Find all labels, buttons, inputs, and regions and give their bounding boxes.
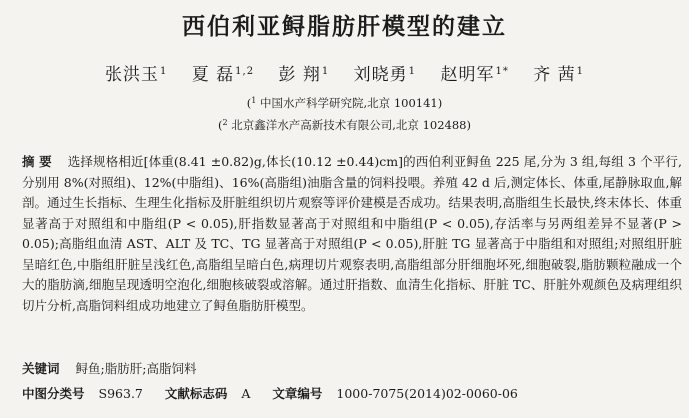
- author-affiliation-mark: 1: [159, 66, 168, 77]
- author-name: 刘晓勇: [353, 65, 408, 85]
- document-code: [165, 386, 251, 401]
- affiliation-mark: 2: [222, 118, 228, 127]
- affiliation-2: ($^2$ 北京鑫洋水产高新技术有限公司,北京 102488): [218, 118, 471, 132]
- author-name: 齐 茜: [533, 65, 576, 85]
- keywords-label: 关键词: [22, 361, 60, 376]
- clc-value: S963.7: [98, 386, 143, 401]
- author: [533, 65, 584, 85]
- author-affiliation-mark: 1*: [495, 66, 509, 77]
- affiliation-mark: 1: [251, 96, 257, 105]
- document-code-value: A: [241, 386, 251, 401]
- author: [278, 65, 329, 85]
- author: [192, 65, 254, 85]
- author-affiliation-mark: 1: [576, 66, 585, 77]
- author-affiliation-mark: 1: [321, 66, 330, 77]
- author-affiliation-mark: 1,2: [235, 66, 255, 77]
- abstract-section: [22, 152, 682, 316]
- classification-line: [22, 384, 682, 402]
- article-number: [272, 386, 518, 401]
- author-name: 张洪玉: [104, 65, 159, 85]
- article-number-label: 文章编号: [272, 386, 323, 401]
- author-name: 彭 翔: [278, 65, 321, 85]
- clc-number: [22, 386, 143, 401]
- affiliation-text: 中国水产科学研究院,北京 100141: [260, 96, 438, 110]
- paper-title: 西伯利亚鲟脂肪肝模型的建立: [182, 14, 507, 40]
- author: [440, 65, 508, 85]
- abstract-label: 摘 要: [22, 154, 52, 169]
- clc-label: 中图分类号: [22, 386, 85, 401]
- author-list: [0, 60, 689, 85]
- author: [105, 65, 167, 85]
- keywords-text: 鲟鱼;脂肪肝;高脂饲料: [75, 361, 197, 376]
- affiliation-1: ($^1$ 中国水产科学研究院,北京 100141): [246, 96, 443, 110]
- document-code-label: 文献标志码: [164, 386, 228, 401]
- author-name: 夏 磊: [191, 65, 235, 85]
- author: [354, 65, 416, 85]
- author-affiliation-mark: 1: [408, 66, 417, 77]
- affiliation-text: 北京鑫洋水产高新技术有限公司,北京 102488: [231, 118, 467, 132]
- keywords-section: [22, 359, 682, 377]
- author-name: 赵明军: [440, 65, 495, 85]
- abstract-text: 选择规格相近[体重(8.41 ±0.82)g,体长(10.12 ±0.44)cm]的西伯利亚鲟鱼 225 尾,分为 3 组,每组 3 个平行,分别用 8%(对照组)、12%(中脂组)、16%(高脂组)油脂含量的饲料投喂。养殖 42 d 后,测定体长、体重,尾静脉取血,解剖。通过生长指标、生理生化指标及肝脏组织切片观察等评价建模是否成功。结果表明,高脂组生长最快,终末体长、体重显著高于对照组和中脂组(P < 0.05),肝指数显著高于对照组和中脂组(P < 0.05),存活率与另两组差异不显著(P > 0.05);高脂组血清 AST、ALT 及 TC、TG 显著高于对照组(P < 0.05),肝脏 TG 显著高于中脂组和对照组;对照组肝脏呈暗红色,中脂组肝脏呈浅红色,高脂组呈暗白色,病理切片观察表明,高脂组部分肝细胞坏死,细胞破裂,脂肪颗粒融成一个大的脂肪滴,细胞呈现透明空泡化,细胞核破裂或溶解。通过肝指数、血清生化指标、肝脏 TC、肝脏外观颜色及病理组织切片分析,高脂饲料组成功地建立了鲟鱼脂肪肝模型。: [22, 154, 682, 313]
- article-number-value: 1000-7075(2014)02-0060-06: [336, 386, 518, 401]
